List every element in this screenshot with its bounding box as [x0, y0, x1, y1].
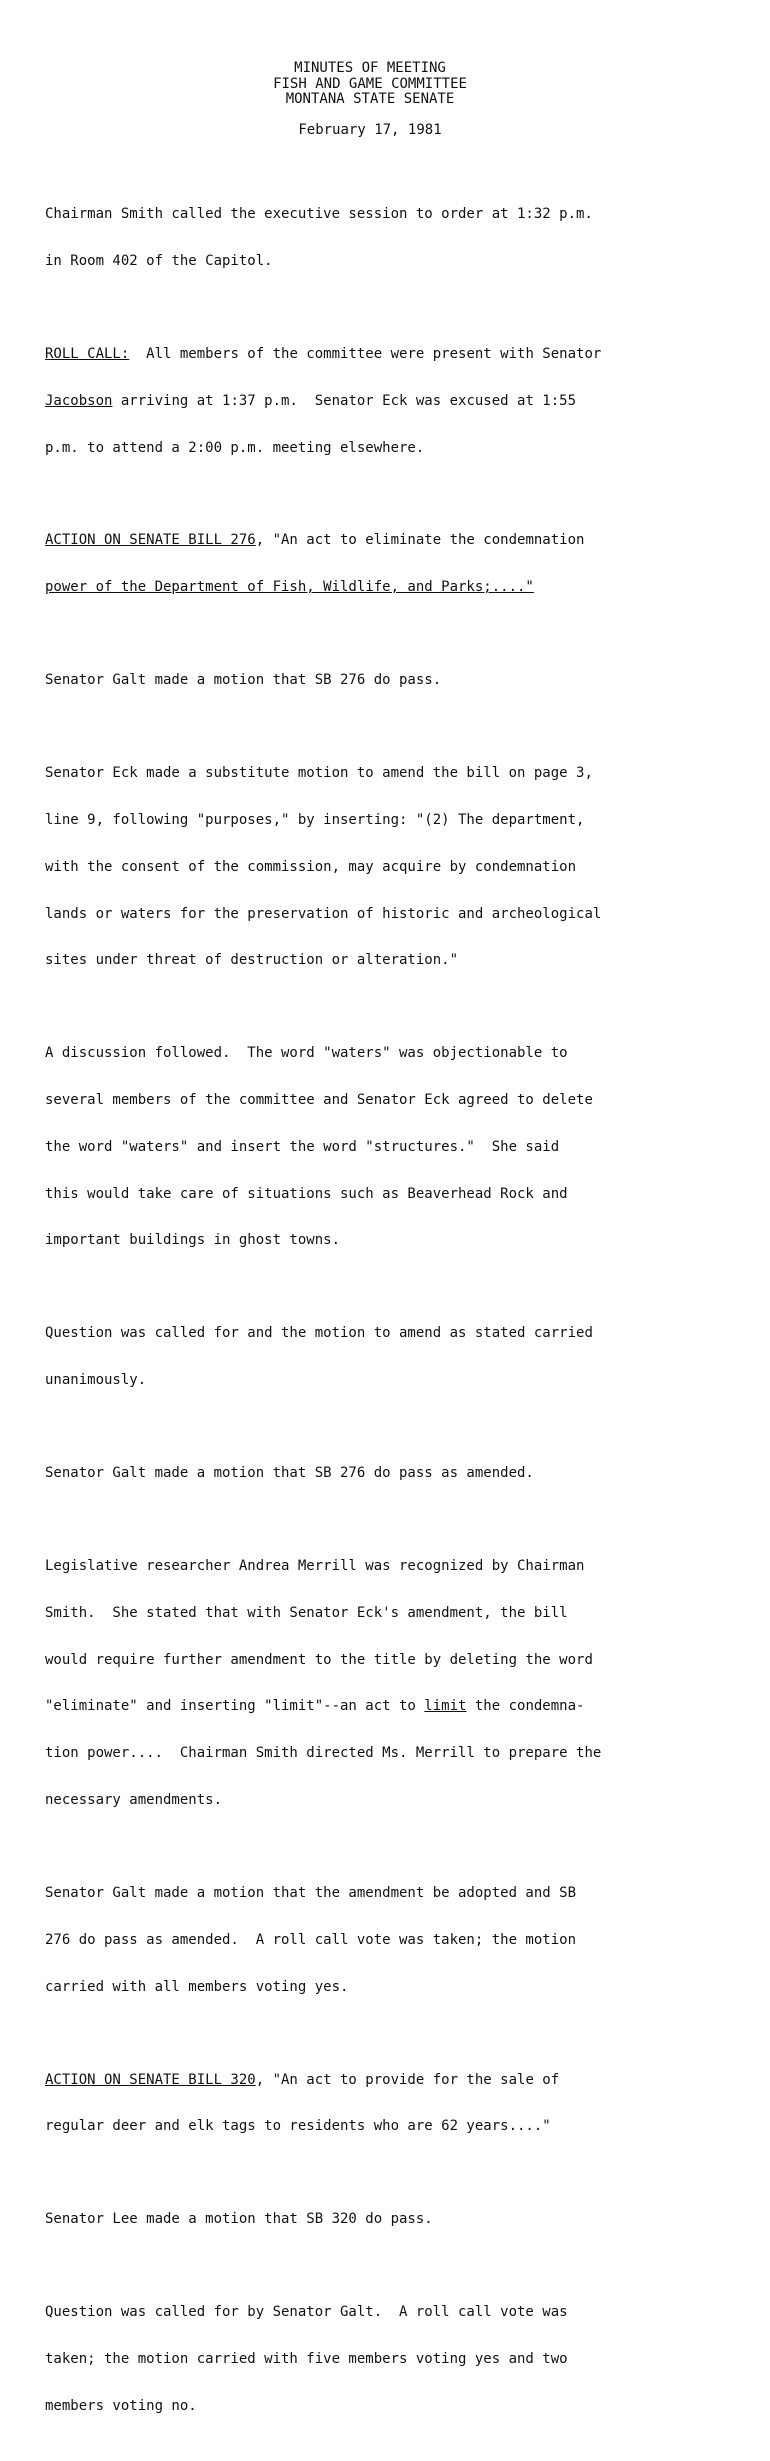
roll-call-label: ROLL CALL: [45, 345, 130, 362]
text-line: with the consent of the commission, may acquire by condemnation [45, 858, 577, 875]
paragraph-question [45, 1295, 735, 1420]
text-line: lands or waters for the preservation of historic and archeological [45, 905, 602, 922]
text-line: regular deer and elk tags to residents who are 62 years...." [45, 2118, 551, 2135]
paragraph-final-vote [45, 2274, 735, 2446]
header-title: MINUTES OF MEETING [294, 60, 446, 76]
text-line: line 9, following "purposes," by inserting: "(2) The department, [45, 811, 585, 828]
minutes-body [45, 176, 735, 2461]
meeting-date: February 17, 1981 [298, 121, 442, 138]
text-line: Question was called for by Senator Galt. A roll call vote was [45, 2304, 568, 2321]
text-line: 276 do pass as amended. A roll call vote was taken; the motion [45, 1931, 577, 1948]
text-line: carried with all members voting yes. [45, 1978, 349, 1995]
text-line: Question was called for and the motion to amend as stated carried [45, 1325, 593, 1342]
paragraph-motion-sb320 [45, 2181, 735, 2259]
header-body: MONTANA STATE SENATE [285, 91, 455, 108]
text-span: , "An act to provide for the sale of [255, 2071, 560, 2088]
text-line: unanimously. [45, 1372, 147, 1389]
action-heading-sb320: ACTION ON SENATE BILL 320 [45, 2071, 256, 2088]
header-committee: FISH AND GAME COMMITTEE [273, 75, 467, 92]
text-line: would require further amendment to the title by deleting the word [45, 1651, 593, 1668]
text-line [45, 1699, 735, 1715]
paragraph-action-sb320 [45, 2041, 735, 2166]
text-line: Smith. She stated that with Senator Eck's amendment, the bill [45, 1604, 568, 1621]
text-line: tion power.... Chairman Smith directed Ms. Merrill to prepare the [45, 1745, 602, 1762]
paragraph-substitute-motion [45, 735, 735, 1000]
text-line [45, 347, 735, 363]
underlined-word: limit [424, 1698, 467, 1715]
text-line: members voting no. [45, 2397, 197, 2414]
text-span: All members of the committee were present with Senator [129, 345, 602, 362]
paragraph-call-to-order [45, 176, 735, 301]
text-line: Senator Lee made a motion that SB 320 do pass. [45, 2211, 433, 2228]
text-span: "eliminate" and inserting "limit"--an act to [45, 1698, 425, 1715]
text-line: several members of the committee and Senator Eck agreed to delete [45, 1092, 593, 1109]
text-line: Senator Galt made a motion that the amendment be adopted and SB [45, 1884, 577, 1901]
text-line: this would take care of situations such as Beaverhead Rock and [45, 1185, 568, 1202]
paragraph-action-sb276 [45, 502, 735, 627]
text-line: the word "waters" and insert the word "structures." She said [45, 1138, 560, 1155]
document-header [230, 61, 510, 138]
text-line: Chairman Smith called the executive session to order at 1:32 p.m. [45, 206, 593, 223]
text-line: sites under threat of destruction or alteration." [45, 952, 459, 969]
action-heading-sb276: ACTION ON SENATE BILL 276 [45, 532, 256, 549]
text-span: arriving at 1:37 p.m. Senator Eck was excused at 1:55 [112, 392, 577, 409]
text-line: in Room 402 of the Capitol. [45, 252, 273, 269]
senator-name: Jacobson [45, 392, 113, 409]
text-line: Senator Galt made a motion that SB 276 do pass. [45, 672, 442, 689]
text-line: important buildings in ghost towns. [45, 1232, 341, 1249]
text-line: taken; the motion carried with five members voting yes and two [45, 2351, 568, 2367]
paragraph-researcher [45, 1528, 735, 1840]
paragraph-motion [45, 642, 735, 720]
text-span: the condemna- [466, 1698, 585, 1715]
text-span: , "An act to eliminate the condemnation [255, 532, 585, 549]
paragraph-discussion [45, 1015, 735, 1280]
text-line: Legislative researcher Andrea Merrill was recognized by Chairman [45, 1558, 585, 1575]
paragraph-motion-amended [45, 1435, 735, 1513]
text-line: A discussion followed. The word "waters" was objectionable to [45, 1045, 568, 1062]
text-line [45, 2073, 735, 2089]
paragraph-roll-call-vote [45, 1855, 735, 2027]
text-line [45, 533, 735, 549]
text-line [45, 394, 735, 410]
text-line: p.m. to attend a 2:00 p.m. meeting elsewhere. [45, 439, 425, 456]
text-line: necessary amendments. [45, 1792, 223, 1808]
text-line: power of the Department of Fish, Wildlife, and Parks;...." [45, 579, 534, 596]
text-line: Senator Galt made a motion that SB 276 do pass as amended. [45, 1465, 534, 1482]
paragraph-roll-call [45, 316, 735, 488]
text-line: Senator Eck made a substitute motion to amend the bill on page 3, [45, 765, 593, 782]
